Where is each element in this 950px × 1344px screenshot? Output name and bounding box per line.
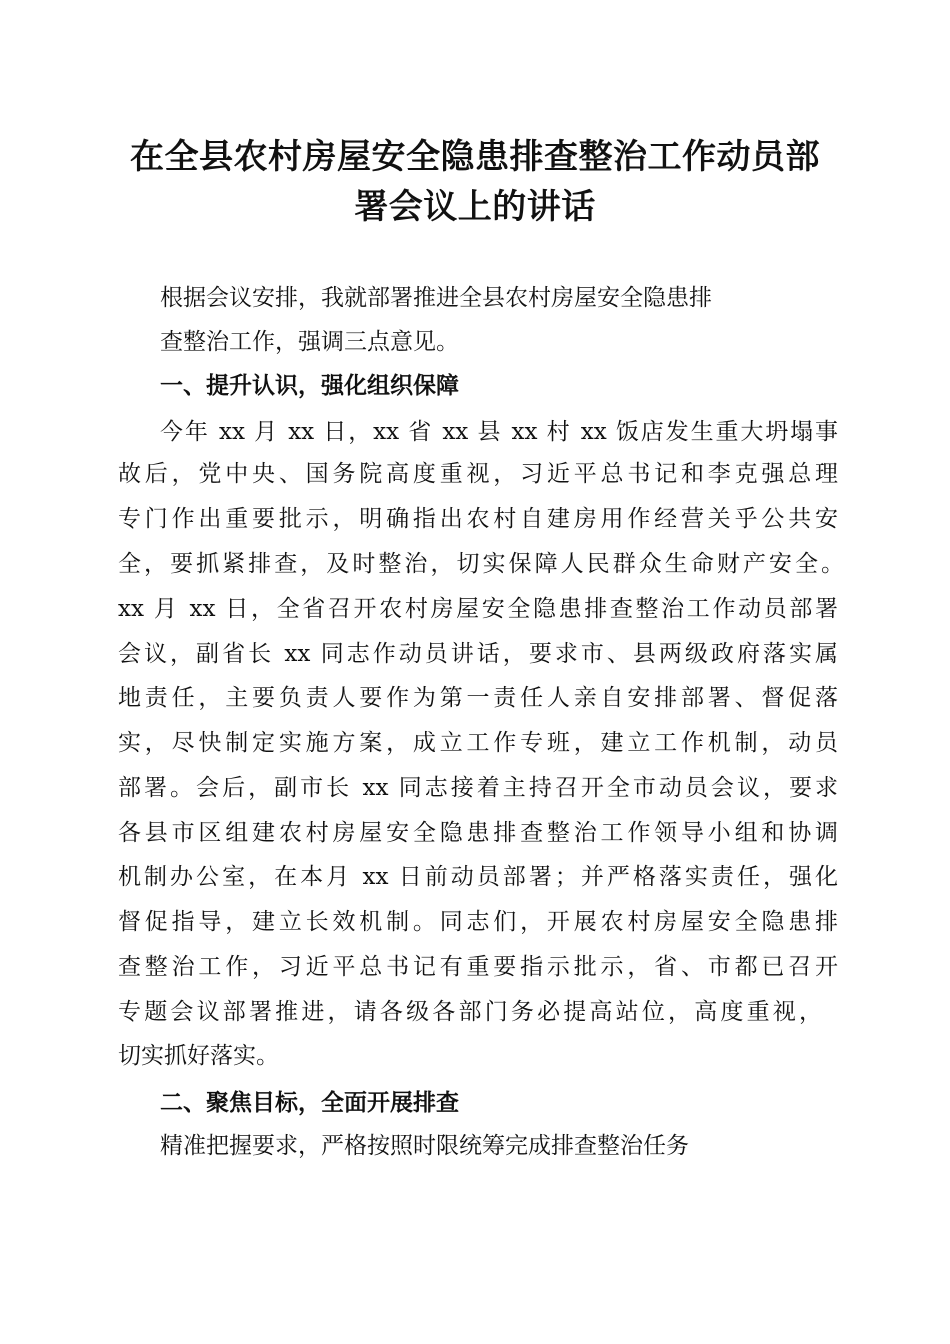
intro-line-1: 根据会议安排，我就部署推进全县农村房屋安全隐患排: [160, 285, 712, 311]
section-2-heading: 二、聚焦目标，全面开展排查: [160, 1090, 459, 1116]
document-title: [100, 132, 850, 232]
section-1-heading: 一、提升认识，强化组织保障: [160, 373, 459, 399]
paragraph-line: 全，要抓紧排查，及时整治，切实保障人民群众生命财产安全。: [118, 551, 844, 577]
paragraph-line: 切实抓好落实。: [118, 1043, 279, 1069]
paragraph-line: 各县市区组建农村房屋安全隐患排查整治工作领导小组和协调: [118, 820, 838, 846]
paragraph-line: 地责任，主要负责人要作为第一责任人亲自安排部署、督促落: [118, 685, 838, 711]
paragraph-line: 故后，党中央、国务院高度重视，习近平总书记和李克强总理: [118, 461, 838, 487]
intro-line-2: 查整治工作，强调三点意见。: [160, 329, 459, 355]
paragraph-line: xx 月 xx 日，全省召开农村房屋安全隐患排查整治工作动员部署: [118, 596, 838, 622]
paragraph-line: 实，尽快制定实施方案，成立工作专班，建立工作机制，动员: [118, 730, 838, 756]
paragraph-line: 今年 xx 月 xx 日，xx 省 xx 县 xx 村 xx 饭店发生重大坍塌事: [160, 419, 838, 445]
paragraph-line: 督促指导，建立长效机制。同志们，开展农村房屋安全隐患排: [118, 909, 838, 935]
paragraph-line: 会议，副省长 xx 同志作动员讲话，要求市、县两级政府落实属: [118, 641, 838, 667]
title-line-2: 署会议上的讲话: [354, 187, 596, 227]
section-2-line-1: 精准把握要求，严格按照时限统筹完成排查整治任务: [160, 1133, 689, 1159]
paragraph-line: 部署。会后，副市长 xx 同志接着主持召开全市动员会议，要求: [118, 775, 838, 801]
paragraph-line: 专门作出重要批示，明确指出农村自建房用作经营关乎公共安: [118, 506, 838, 532]
title-line-1: 在全县农村房屋安全隐患排查整治工作动员部: [130, 137, 820, 177]
paragraph-line: 查整治工作，习近平总书记有重要指示批示，省、市都已召开: [118, 954, 838, 980]
paragraph-line: 机制办公室，在本月 xx 日前动员部署；并严格落实责任，强化: [118, 864, 838, 890]
paragraph-line: 专题会议部署推进，请各级各部门务必提高站位，高度重视，: [118, 999, 822, 1025]
